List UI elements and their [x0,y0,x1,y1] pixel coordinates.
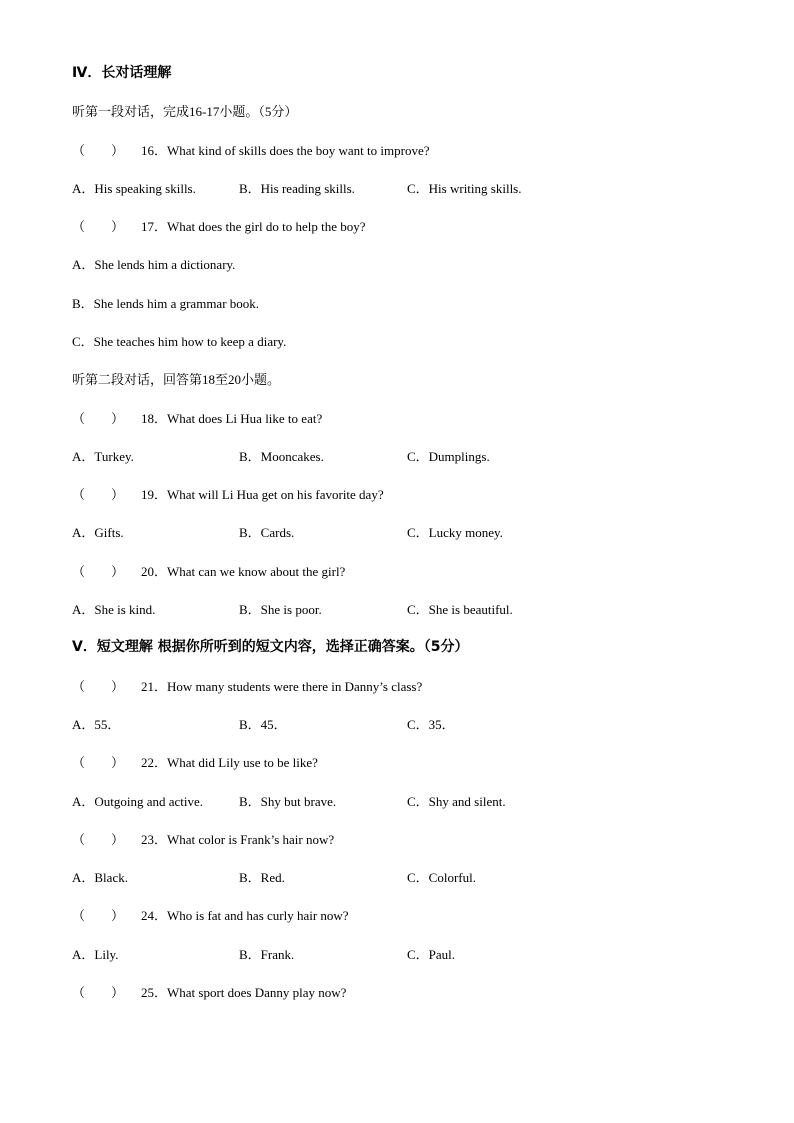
question-24 [72,908,349,924]
answer-blank[interactable]: （ ） [72,755,125,770]
question-19 [72,487,384,503]
q19-option-c: C．Lucky money. [407,525,503,540]
question-text: 19．What will Li Hua get on his favorite day? [141,487,384,502]
question-text: 17．What does the girl do to help the boy? [141,219,366,234]
question-text: 22．What did Lily use to be like? [141,755,318,770]
q16-option-c: C．His writing skills. [407,181,522,196]
q19-option-b: B．Cards. [239,525,295,540]
question-text: 18．What does Li Hua like to eat? [141,411,323,426]
question-17 [72,219,366,235]
answer-blank[interactable]: （ ） [72,908,125,923]
q22-option-b: B．Shy but brave. [239,794,337,809]
section-5-heading: Ⅴ．短文理解 根据你所听到的短文内容，选择正确答案。（5分） [72,639,469,655]
q17-option-c: C．She teaches him how to keep a diary. [72,334,287,349]
answer-blank[interactable]: （ ） [72,219,125,234]
q20-option-a: A．She is kind. [72,602,156,617]
q23-option-a: A．Black. [72,870,128,885]
question-18 [72,411,322,427]
answer-blank[interactable]: （ ） [72,143,125,158]
q20-option-c: C．She is beautiful. [407,602,513,617]
question-23 [72,832,334,848]
q24-option-c: C．Paul. [407,947,456,962]
q18-option-c: C．Dumplings. [407,449,490,464]
q19-option-a: A．Gifts. [72,525,124,540]
question-25 [72,985,346,1001]
q24-option-b: B．Frank. [239,947,295,962]
question-20 [72,564,345,580]
question-16 [72,143,429,159]
q20-option-b: B．She is poor. [239,602,322,617]
q22-option-a: A．Outgoing and active. [72,794,204,809]
q18-option-a: A．Turkey. [72,449,134,464]
section-4-intro-1: 听第一段对话，完成16-17小题。（5分） [72,104,298,119]
answer-blank[interactable]: （ ） [72,564,125,579]
q21-option-c: C．35． [407,717,455,732]
answer-blank[interactable]: （ ） [72,487,125,502]
question-text: 20．What can we know about the girl? [141,564,346,579]
q22-option-c: C．Shy and silent. [407,794,506,809]
question-text: 16．What kind of skills does the boy want to improve? [141,143,430,158]
answer-blank[interactable]: （ ） [72,985,125,1000]
question-text: 24．Who is fat and has curly hair now? [141,908,349,923]
section-4-intro-2: 听第二段对话，回答第18至20小题。 [72,372,281,387]
q21-option-a: A．55． [72,717,121,732]
section-4-heading: Ⅳ．长对话理解 [72,65,172,81]
question-text: 23．What color is Frank’s hair now? [141,832,335,847]
question-text: 25．What sport does Danny play now? [141,985,347,1000]
q16-option-b: B．His reading skills. [239,181,355,196]
q18-option-b: B．Mooncakes. [239,449,324,464]
q16-option-a: A．His speaking skills. [72,181,196,196]
question-21 [72,679,422,695]
answer-blank[interactable]: （ ） [72,832,125,847]
question-22 [72,755,318,771]
answer-blank[interactable]: （ ） [72,679,125,694]
q23-option-b: B．Red. [239,870,285,885]
answer-blank[interactable]: （ ） [72,411,125,426]
q17-option-a: A．She lends him a dictionary. [72,257,236,272]
q21-option-b: B．45． [239,717,287,732]
q23-option-c: C．Colorful. [407,870,476,885]
q17-option-b: B．She lends him a grammar book. [72,296,260,311]
question-text: 21．How many students were there in Danny’s class? [141,679,423,694]
q24-option-a: A．Lily. [72,947,119,962]
